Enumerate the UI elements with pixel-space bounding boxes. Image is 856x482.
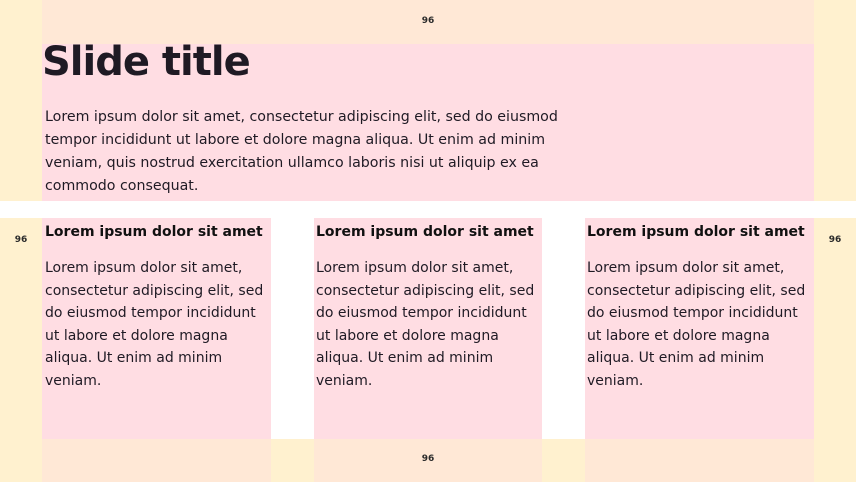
right-margin-label: 96 (828, 235, 842, 245)
column-overlap-3 (585, 439, 814, 482)
row-gutter (0, 201, 856, 218)
column-overlap-1 (42, 439, 271, 482)
slide-title: Slide title (42, 39, 250, 85)
column-body-3: Lorem ipsum dolor sit amet, consectetur adipiscing elit, sed do eiusmod tempor incididunt ut labore et dolore magna aliqua. Ut enim ad minim veniam. (587, 260, 806, 389)
column-heading-1: Lorem ipsum dolor sit amet (45, 224, 263, 240)
column-body-2: Lorem ipsum dolor sit amet, consectetur adipiscing elit, sed do eiusmod tempor incididunt ut labore et dolore magna aliqua. Ut enim ad minim veniam. (316, 260, 535, 389)
column-body-1: Lorem ipsum dolor sit amet, consectetur adipiscing elit, sed do eiusmod tempor incididunt ut labore et dolore magna aliqua. Ut enim ad minim veniam. (45, 260, 264, 389)
column-heading-2: Lorem ipsum dolor sit amet (316, 224, 534, 240)
column-heading-3: Lorem ipsum dolor sit amet (587, 224, 805, 240)
left-margin-label: 96 (14, 235, 28, 245)
bottom-margin-label: 96 (421, 454, 435, 464)
top-margin-label: 96 (421, 16, 435, 26)
slide-intro-paragraph: Lorem ipsum dolor sit amet, consectetur adipiscing elit, sed do eiusmod tempor incididunt ut labore et dolore magna aliqua. Ut enim ad minim veniam, quis nostrud exercitation ullamco laboris nisi ut aliquip ex ea commodo consequat. (45, 109, 558, 194)
